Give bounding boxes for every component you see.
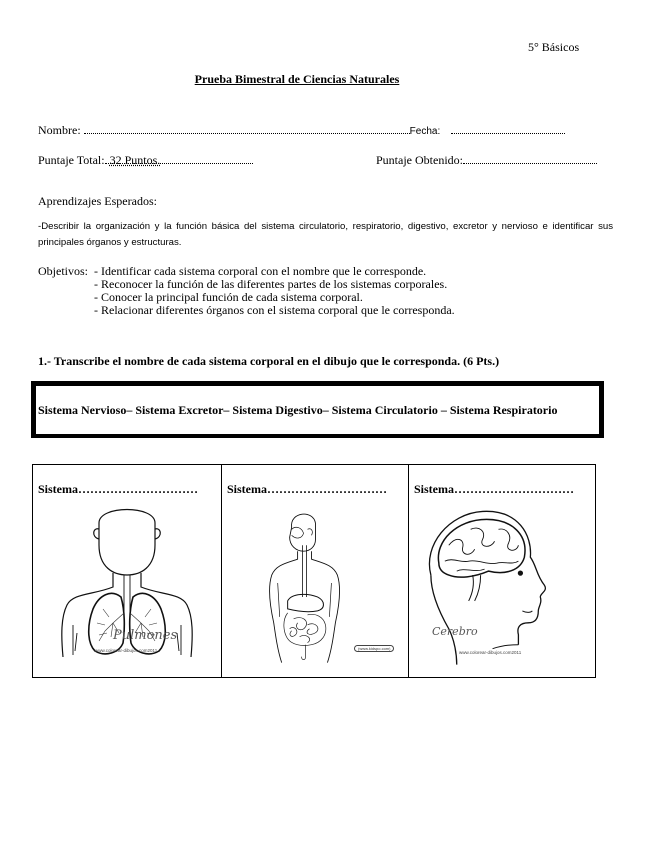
fecha-label: Fecha:	[409, 126, 441, 137]
options-text: Sistema Nervioso– Sistema Excretor– Sistema Digestivo– Sistema Circulatorio – Sistema Respiratorio	[38, 403, 558, 417]
system-cell-digestive	[221, 465, 408, 677]
system-answer-field[interactable]: Sistema…………………………	[227, 482, 387, 496]
puntaje-obtenido-label: Puntaje Obtenido:	[376, 153, 463, 167]
objetivos-block	[38, 265, 455, 317]
options-box	[31, 381, 604, 438]
exam-title: Prueba Bimestral de Ciencias Naturales	[194, 72, 400, 86]
question-1-prompt: 1.- Transcribe el nombre de cada sistema corporal en el dibujo que le corresponda. (6 Pts.)	[38, 354, 500, 368]
puntaje-obtenido-row	[376, 153, 597, 168]
puntaje-total-label: Puntaje Total:	[38, 153, 105, 167]
image-credit: (www.kidspo.com)	[354, 645, 394, 652]
objetivo-item: - Identificar cada sistema corporal con el nombre que le corresponde.	[94, 264, 427, 278]
aprendizajes-text: -Describir la organización y la función básica del sistema circulatorio, respiratorio, digestivo, excretor y nervioso e identificar sus principales órganos y estructuras.	[38, 221, 613, 248]
system-answer-field[interactable]: Sistema…………………………	[414, 482, 574, 496]
image-credit: www.colorear-dibujos.com2011	[459, 650, 522, 655]
system-cell-lungs	[33, 465, 221, 677]
objetivo-item: - Reconocer la función de las diferentes partes de los sistemas corporales.	[94, 277, 448, 291]
lungs-caption: Pulmones	[113, 628, 178, 643]
objetivos-label: Objetivos:	[38, 264, 88, 278]
objetivo-item: - Conocer la principal función de cada sistema corporal.	[94, 290, 363, 304]
nombre-field[interactable]	[84, 123, 410, 134]
system-answer-field[interactable]: Sistema…………………………	[38, 482, 198, 496]
options-box-underline	[31, 437, 604, 438]
fecha-field[interactable]	[451, 123, 565, 134]
brain-caption: Cerebro	[432, 625, 478, 638]
puntaje-total-value: 32 Puntos.	[109, 153, 161, 167]
nombre-row	[38, 123, 565, 138]
objetivo-item: - Relacionar diferentes órganos con el sistema corporal que le corresponda.	[94, 303, 455, 317]
systems-table	[32, 464, 596, 678]
image-credit: www.colorear-dibujos.com2011	[95, 648, 158, 653]
aprendizajes-label: Aprendizajes Esperados:	[38, 194, 157, 208]
puntaje-total-field[interactable]	[105, 153, 253, 167]
puntaje-total-row	[38, 153, 253, 168]
system-cell-brain	[408, 465, 595, 677]
puntaje-obtenido-field[interactable]	[463, 153, 597, 164]
grade-label: 5° Básicos	[528, 40, 580, 54]
nombre-label: Nombre:	[38, 123, 81, 137]
